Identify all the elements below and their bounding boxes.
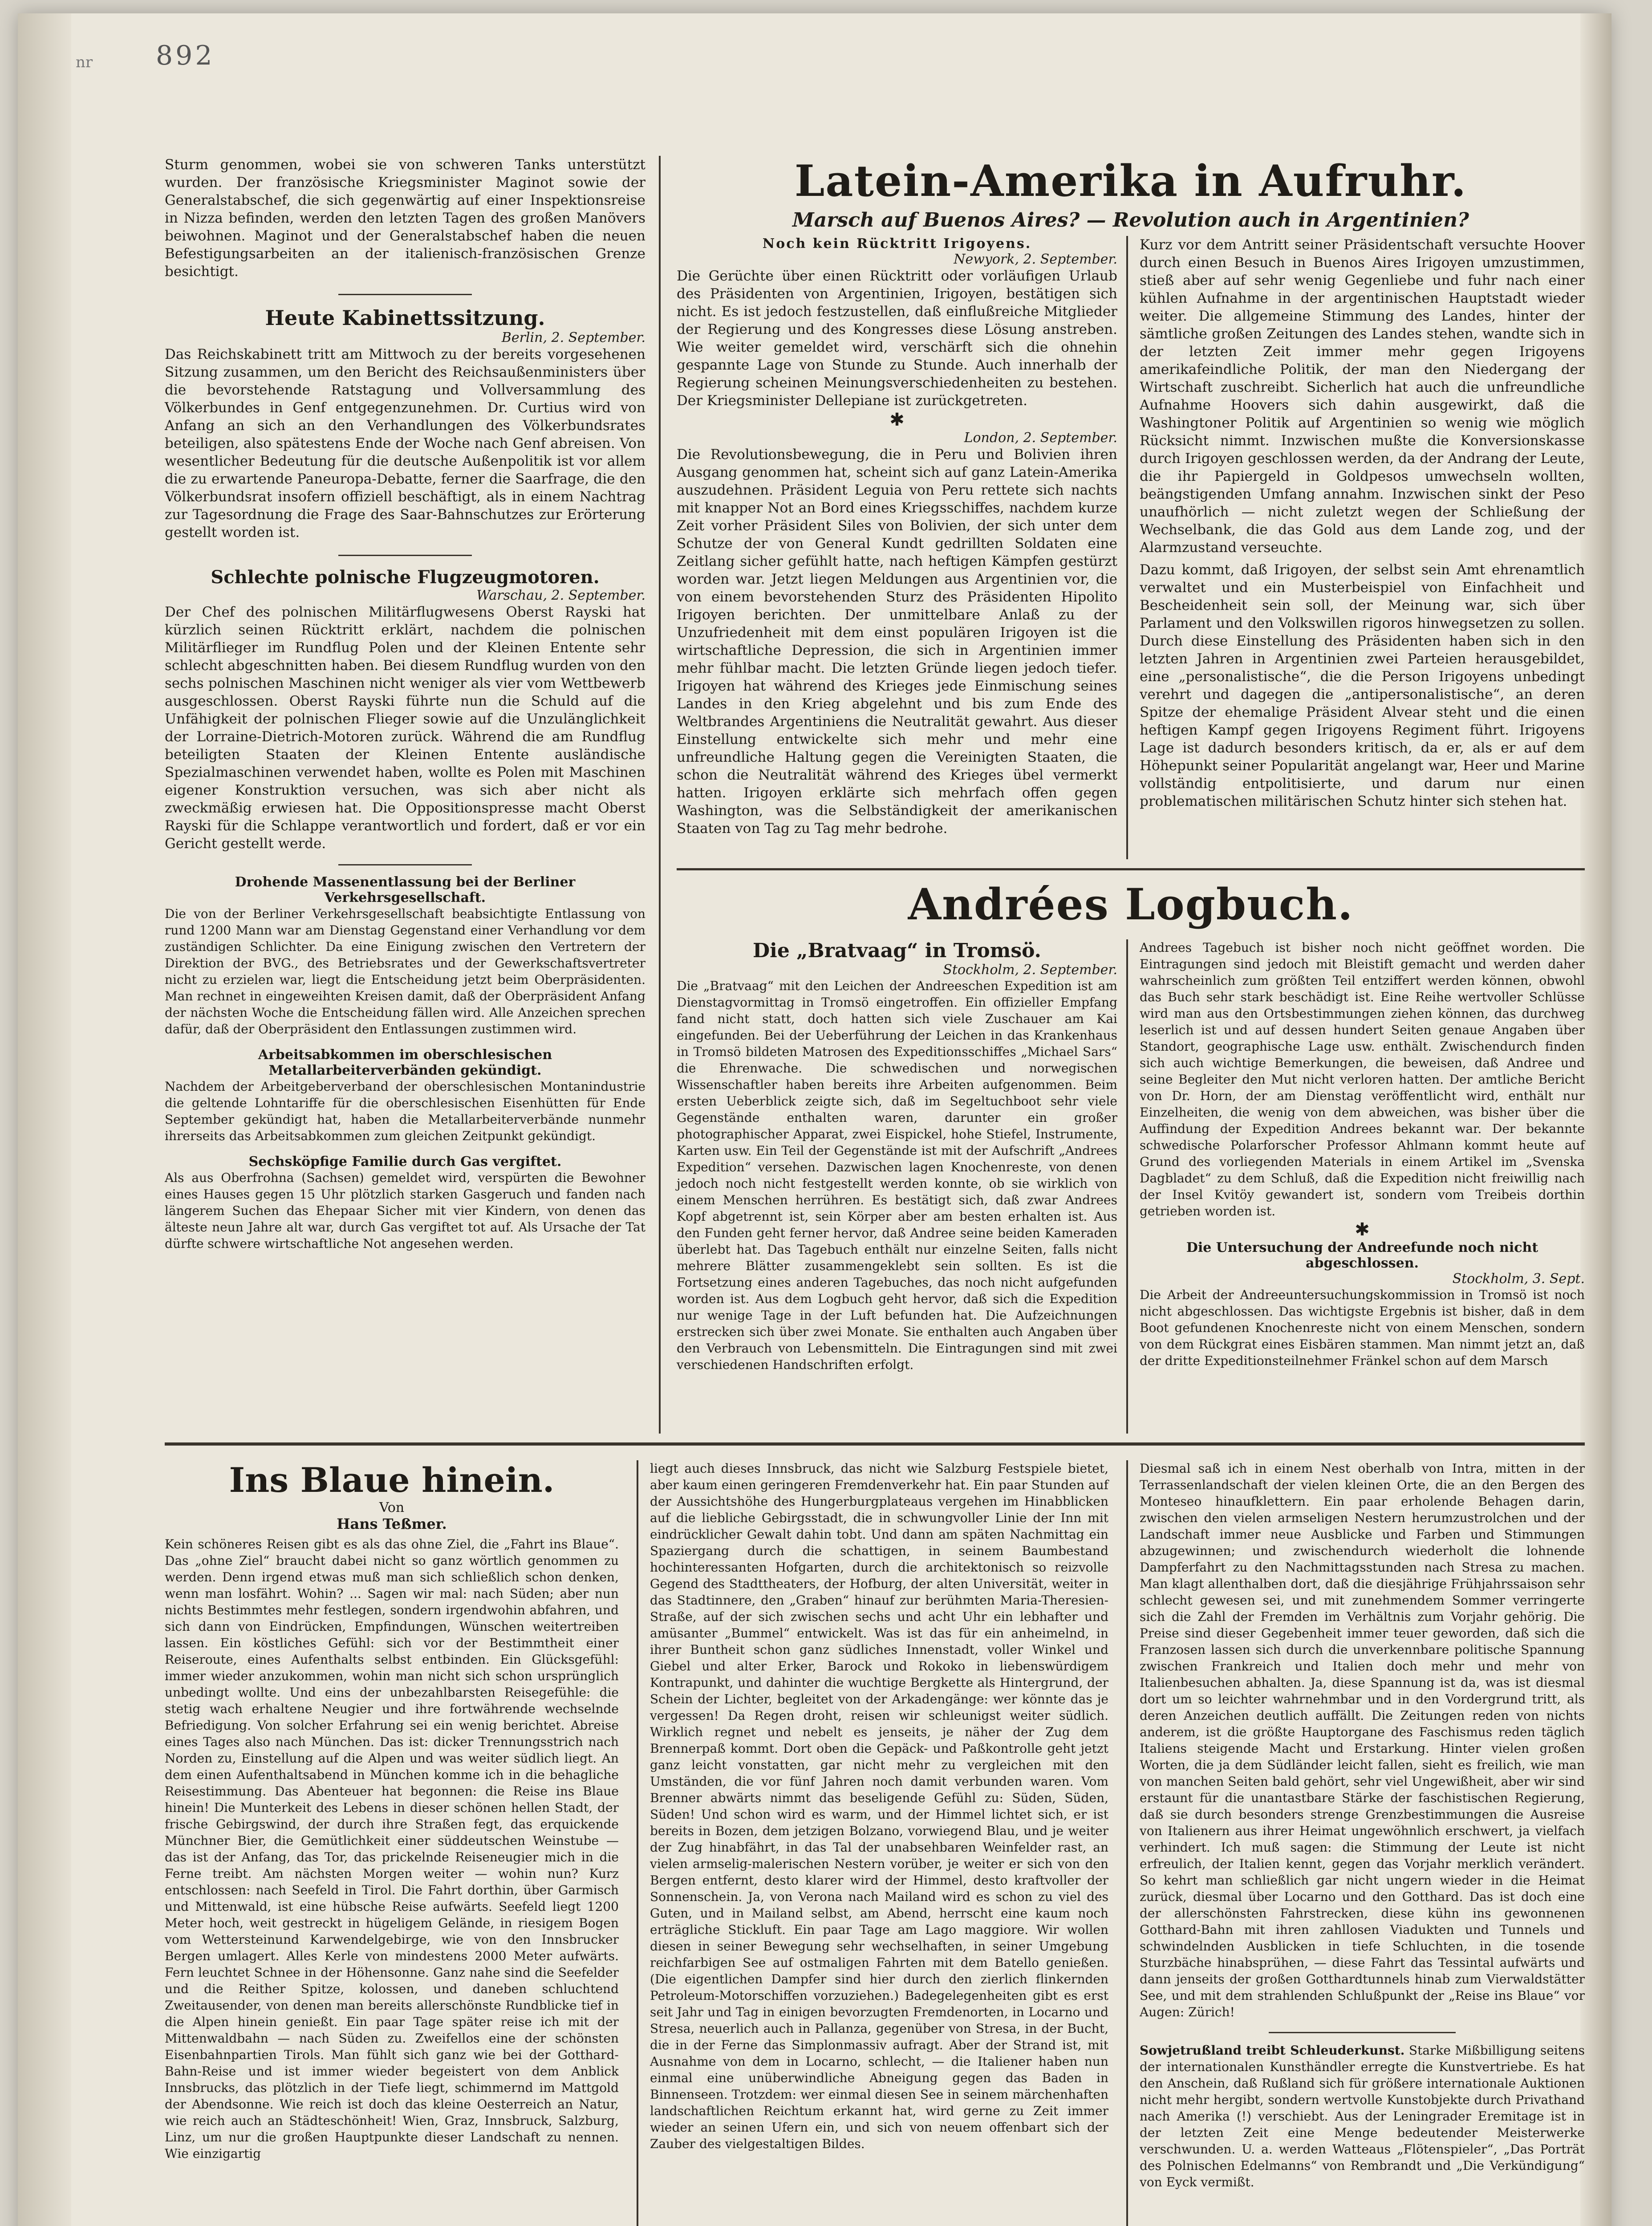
star-separator: ✱: [889, 410, 905, 430]
latam-kicker: Noch kein Rücktritt Irigoyens.: [762, 236, 1032, 252]
andree-headline: Andrées Logbuch.: [908, 879, 1354, 930]
intro-text: Sturm genommen, wobei sie von schweren Tanks unterstützt wurden. Der französische Kriegsminister Maginot sowie der Generalstabschef, die sich gegenwärtig auf einer Inspektionsreise in Nizza befinden, werden den letzten Tagen des großen Manövers beiwohnen. Maginot und der Generalstabschef haben die neuen Befestigungsarbeiten an der italienisch-französischen Grenze besichtigt.: [165, 157, 645, 280]
separator: [338, 864, 472, 865]
aviation-dateline: Warschau, 2. September.: [476, 588, 645, 603]
andree-text-ship: Die „Bratvaag“ mit den Leichen der Andreeschen Expedition ist am Dienstagvormittag in Tromsö eingetroffen. Ein offizieller Empfang fand nicht statt, doch hatten sich viele Zuschauer am Kai eingefunden. Bei der Ueberführung der Leichen in das Krankenhaus in Tromsö bildeten Matrosen des Expeditionsschiffes „Michael Sars“ die Ehrenwache. Die schwedischen und norwegischen Wissenschaftler haben bereits ihre Arbeiten aufgenommen. Beim ersten Ueberblick zeigte sich, daß im Segeltuchboot sehr viele Gegenstände enthalten waren, darunter ein großer photographischer Apparat, zwei Eispickel, hohe Stiefel, Instrumente, Karten usw. Ein Teil der Gegenstände ist mit der Aufschrift „Andrees Expedition“ versehen. Dazwischen lagen Knochenreste, von denen jedoch noch nicht festgestellt werden konnte, ob sie wirklich von einem Menschen herrühren. Es bestätigt sich, daß zwar Andrees Kopf abgetrennt ist, sein Körper aber am besten erhalten ist. Aus den Funden geht ferner hervor, daß Andree seine beiden Kameraden überlebt hat. Das Tagebuch enthält nur einzelne Seiten, falls nicht mehrere Blätter zusammengeklebt sein sollten. Es ist die Fortsetzung eines anderen Tagebuches, das noch nicht aufgefunden worden ist. Aus dem Logbuch geht hervor, daß sich die Expedition nur wenige Tage in der Luft befunden hat. Die Aufzeichnungen erstrecken sich über zwei Monate. Sie enthalten auch Angaben über den Verbrauch von Lebensmitteln. Die Eintragungen sind mit zwei verschiedenen Handschriften erfolgt.: [677, 979, 1117, 1372]
news-text-bvg: Die von der Berliner Verkehrsgesellschaft beabsichtigte Entlassung von rund 1200 Mann war am Dienstag Gegenstand einer Verhandlung vor dem zuständigen Schlichter. Da eine Einigung zwischen den Vertretern der Direktion der BVG., des Betriebsrates und der Gewerkschaftsvertreter nicht zu erzielen war, liegt die Entscheidung jetzt beim Oberpräsidenten. Man rechnet in eingeweihten Kreisen damit, daß der Oberpräsident Anfang der nächsten Woche die Entscheidung fällen wird. Alle Anzeichen sprechen dafür, daß der Oberpräsident den Entlassungen zustimmen wird.: [165, 906, 645, 1036]
feuilleton-divider: [165, 1442, 1585, 1446]
feuilleton-col-2: [650, 1460, 1108, 2152]
binding-edge: [18, 13, 71, 2226]
latam-text-ny: Die Gerüchte über einen Rücktritt oder vorläufigen Urlaub des Präsidenten von Argentinien, Irigoyen, bestätigen sich nicht. Es ist jedoch festzustellen, daß einflußreiche Mitglieder der Regierung und des Kongresses diese Lösung anstreben. Wie weiter gemeldet wird, verschärft sich die ohnehin gespannte Lage von Stunde zu Stunde. Auch innerhalb der Regierung scheinen Meinungsverschiedenheiten zu bestehen. Der Kriegsminister Dellepiane ist zurückgetreten.: [677, 268, 1117, 409]
news-headline-bvg: Drohende Massenentlassung bei der Berliner Verkehrsgesellschaft.: [235, 874, 576, 906]
latam-dateline-ny: Newyork, 2. September.: [954, 252, 1117, 267]
news-headline-gas: Sechsköpfige Familie durch Gas vergiftet.: [248, 1154, 562, 1170]
latam-text-irigoyen: Dazu kommt, daß Irigoyen, der selbst sein Amt ehrenamtlich verwaltet und ein Musterbeispiel von Einfachheit und Bescheidenheit sein soll, der Meinung war, sich über Parlament und den Volkswillen rigoros hinwegsetzen zu sollen. Durch diese Einstellung des Präsidenten haben sich in den letzten Jahren in Argentinien zwei Parteien herausgebildet, eine „personalistische“, die die Person Irigoyens unbedingt verehrt und dagegen die „antipersonalistische“, an deren Spitze der ehemalige Präsident Alvear steht und die einen heftigen Kampf gegen Irigoyens Regiment führt. Irigoyens Lage ist dadurch besonders kritisch, da er, als er auf dem Höhepunkt seiner Popularität angelangt war, Heer und Marine vollständig entpolitisierte, und darum nur einen problematischen militärischen Schutz hinter sich stehen hat.: [1140, 562, 1585, 809]
column-rule: [659, 156, 661, 1434]
latam-col-a: [677, 236, 1117, 837]
feuilleton-col-1: [165, 1460, 619, 2162]
column-rule: [1126, 939, 1128, 1434]
andree-headline-2: Die Untersuchung der Andreefunde noch nicht abgeschlossen.: [1186, 1240, 1538, 1271]
cabinet-headline: Heute Kabinettssitzung.: [265, 306, 545, 330]
andree-text-diary: Andrees Tagebuch ist bisher noch nicht geöffnet worden. Die Eintragungen sind jedoch mit Bleistift gemacht und werden daher wahrscheinlich zum größten Teil entziffert werden können, obwohl das Buch sehr stark beschädigt ist. Eine Reihe wertvoller Schlüsse wird man aus den Ortsbestimmungen ziehen können, das durchweg leserlich ist und auf dessen hundert Seiten genaue Angaben über Standort, geographische Lage usw. enthält. Zwischendurch finden sich auch wichtige Bemerkungen, die beweisen, daß Andree und seine Begleiter den Mut nicht verloren hatten. Der amtliche Bericht von Dr. Horn, der am Dienstag veröffentlicht wird, enthält nur Einzelheiten, die wenig von dem abweichen, was bisher über die Auffindung der Expedition Andrees bekannt war. Der bekannte schwedische Polarforscher Professor Ahlmann kommt heute auf Grund des vorliegenden Materials in einem Artikel im „Svenska Dagbladet“ zu dem Schluß, daß die Expedition nicht freiwillig nach der Insel Kvitöy gewandert ist, sondern vom Treibeis dorthin getrieben worden ist.: [1140, 940, 1585, 1219]
feuilleton-headline: Ins Blaue hinein.: [229, 1460, 555, 1500]
section-divider: [677, 868, 1585, 870]
andree-subheadline: Die „Bratvaag“ in Tromsö.: [753, 939, 1041, 962]
notice-block: [1140, 2042, 1585, 2190]
news-text-metal: Nachdem der Arbeitgeberverband der oberschlesischen Montanindustrie die geltende Lohntariffe für die oberschlesischen Eisenhütten für Ende September gekündigt hat, haben die Metallarbeiterverbände nunmehr ihrerseits das Arbeitsabkommen zum gleichen Zeitpunkt gekündigt.: [165, 1079, 645, 1143]
latam-text-hoover: Kurz vor dem Antritt seiner Präsidentschaft versuchte Hoover durch einen Besuch in Buenos Aires Irigoyen umzustimmen, stieß aber auf sehr wenig Gegenliebe und fuhr nach einer kühlen Aufnahme in der argentinischen Hauptstadt wieder weiter. Die allgemeine Stimmung des Landes, hinter der sämtliche großen Zeitungen des Landes stehen, wandte sich in der letzten Zeit immer mehr gegen Irigoyens amerikafeindliche Politik, der man den Niedergang der Wirtschaft zuschreibt. Sicherlich hat auch die unfreundliche Aufnahme Hoovers sich dahin ausgewirkt, daß die Washingtoner Politik auf Argentinien so wenig wie möglich Rücksicht nimmt. Inzwischen mußte die Konversionskasse durch Irigoyen geschlossen werden, da der Andrang der Leute, die ihr Papiergeld in Goldpesos umwechseln wollten, beängstigenden Umfang annahm. Inzwischen sinkt der Peso unaufhörlich — nicht zuletzt wegen der Schließung der Wechselbank, die das Gold aus dem Lande zog, und der Alarmzustand verseuchte.: [1140, 237, 1585, 556]
page-number: 892: [156, 40, 215, 71]
column-rule: [1126, 1460, 1128, 2226]
latam-dateline-london: London, 2. September.: [964, 430, 1117, 446]
separator: [338, 555, 472, 556]
left-column: [165, 156, 645, 1252]
andree-dateline-2: Stockholm, 3. Sept.: [1452, 1271, 1585, 1287]
separator: [1269, 2032, 1456, 2033]
latam-headline: Latein-Amerika in Aufruhr.: [794, 156, 1467, 206]
page-edge-shadow: [1580, 13, 1611, 2226]
andree-col-a: [677, 939, 1117, 1373]
andree-dateline: Stockholm, 2. September.: [943, 962, 1117, 978]
news-headline-metal: Arbeitsabkommen im oberschlesischen Metallarbeiterverbänden gekündigt.: [258, 1047, 552, 1078]
latam-subheadline: Marsch auf Buenos Aires? — Revolution auch in Argentinien?: [792, 209, 1469, 232]
byline-author: Hans Teßmer.: [337, 1515, 447, 1532]
notice-text: Starke Mißbilligung seitens der internationalen Kunsthändler erregte die Kunstvertriebe. Es hat den Anschein, daß Rußland sich für größere internationale Auktionen nicht mehr hergibt, sondern wertvolle Kunstobjekte durch Privathand nach Amerika (!) verschiebt. Aus der Leningrader Eremitage ist in der letzten Zeit eine Menge bedeutender Meisterwerke verschwunden. U. a. werden Watteaus „Flötenspieler“, „Das Porträt des Polnischen Edelmanns“ von Rembrandt und „Die Verkündigung“ von Eyck vermißt.: [1140, 2043, 1585, 2189]
feuilleton-col-3: [1140, 1460, 1585, 2190]
aviation-headline: Schlechte polnische Flugzeugmotoren.: [211, 567, 600, 588]
feuilleton-text-1: Kein schöneres Reisen gibt es als das ohne Ziel, die „Fahrt ins Blaue“. Das „ohne Ziel“ braucht dabei nicht so ganz wörtlich genommen zu werden. Denn irgend etwas muß man sich schließlich schon denken, wenn man losfährt. Wohin? ... Sagen wir mal: nach Süden; aber nun nichts Bestimmtes mehr festlegen, sondern irgendwohin abfahren, und sich dann von Eindrücken, Empfindungen, Wünschen weitertreiben lassen. Ein köstliches Gefühl: sich vor der Bestimmtheit einer Reiseroute, eines Aufenthalts selbst entbinden. Ein Glücksgefühl: immer wieder anzukommen, wohin man nicht sich schon ursprünglich unbedingt wollte. Und eins der unbezahlbarsten Reisegefühle: die stetig wach erhaltene Neugier und ihre fortwährende wechselnde Befriedigung. Von solcher Erfahrung sei ein wenig berichtet. Abreise eines Tages also nach München. Das ist: dicker Trennungsstrich nach Norden zu, Einstellung auf die Alpen und was weiter südlich liegt. An dem einen Aufenthaltsabend in München komme ich in die behagliche Reisestimmung. Das Abenteuer hat begonnen: die Reise ins Blaue hinein! Die Munterkeit des Lebens in dieser schönen hellen Stadt, der frische Gebirgswind, der durch ihre Straßen fegt, das erquickende Münchner Bier, die Gemütlichkeit einer süddeutschen Weinstube — das ist der Anfang, das Tor, das prickelnde Reiseneugier mich in die Ferne treibt. Am nächsten Morgen weiter — wohin nun? Kurz entschlossen: nach Seefeld in Tirol. Die Fahrt dorthin, über Garmisch und Mittenwald, ist eine hübsche Reise aufwärts. Seefeld liegt 1200 Meter hoch, weit gestreckt in hügeligem Gelände, in riesigem Bogen vom Wettersteinund Karwendelgebirge, wie von den Innsbrucker Bergen umlagert. Alles Kerle von mindestens 2000 Meter aufwärts. Fern leuchtet Schnee in der Höhensonne. Ganz nahe sind die Seefelder und die Reither Spitze, kolossen, und daneben schluchtend Zweitausender, von denen man bereits allerschönste Rundblicke tief in die Alpen hinein genießt. Ein paar Tage später reise ich mit der Mittenwaldbahn — nach Süden zu. Zweifellos eine der schönsten Eisenbahnpartien Tirols. Man fühlt sich ganz wie bei der Gotthard-Bahn-Reise und ist immer wieder begeistert von dem Anblick Innsbrucks, das plötzlich in der Tiefe liegt, schimmernd im Mattgold der Abendsonne. Wie reich ist doch das kleine Oesterreich an Natur, wie reich auch an Städteschönheit! Wien, Graz, Innsbruck, Salzburg, Linz, um nur die großen Hauptpunkte dieser Landschaft zu nennen. Wie einzigartig: [165, 1537, 619, 2161]
news-text-gas: Als aus Oberfrohna (Sachsen) gemeldet wird, verspürten die Bewohner eines Hauses gegen 15 Uhr plötzlich starken Gasgeruch und fanden nach längerem Suchen das Ehepaar Sicher mit vier Kindern, von denen das älteste neun Jahre alt war, durch Gas vergiftet tot auf. Als Ursache der Tat dürfte schwere wirtschaftliche Not angesehen werden.: [165, 1170, 645, 1251]
cabinet-dateline: Berlin, 2. September.: [501, 330, 645, 345]
byline-von: Von: [379, 1500, 405, 1515]
margin-marks: nr: [76, 53, 93, 71]
andree-article: [677, 879, 1585, 930]
aviation-text: Der Chef des polnischen Militärflugwesens Oberst Rayski hat kürzlich seinen Rücktritt erklärt, nachdem die polnischen Militärflieger im Rundflug Polen und der Kleinen Entente sehr schlecht abgeschnitten haben. Bei diesem Rundflug wurden von den sechs polnischen Maschinen nicht weniger als vier vom Wettbewerb ausgeschlossen. Oberst Rayski führte nun die Schuld auf die Unfähigkeit der polnischen Flieger sowie auf die Unzulänglichkeit der Lorraine-Dietrich-Motoren zurück. Während die am Rundflug beteiligten Staaten der Kleinen Entente ausländische Spezialmaschinen verwendet haben, wollte es Polen mit Maschinen eigener Konstruktion versuchen, was sich aber nicht als zweckmäßig erwiesen hat. Die Oppositionspresse macht Oberst Rayski für die Schlappe verantwortlich und fordert, daß er vor ein Gericht gestellt werde.: [165, 604, 645, 852]
latam-col-b: [1140, 236, 1585, 810]
feuilleton-text-2: liegt auch dieses Innsbruck, das nicht wie Salzburg Festspiele bietet, aber kaum einen geringeren Fremdenverkehr hat. Ein paar Stunden auf der Aussichtshöhe des Hungerburgplateaus vergehen im Hinabblicken auf die liebliche Gebirgsstadt, die in schwungvoller Linie der Inn mit eindrücklicher Gewalt dahin tobt. Und dann am späten Nachmittag ein Spaziergang durch die schattigen, in seinem Baumbestand hochinteressanten Hofgarten, durch die architektonisch so reizvolle Gegend des Stadttheaters, der Hofburg, der alten Universität, weiter in das Stadtinnere, den „Graben“ hinauf zur berühmten Maria-Theresien-Straße, auf der sich zwischen sechs und acht Uhr ein lebhafter und amüsanter „Bummel“ entwickelt. Was ist das für ein anheimelnd, in ihrer Buntheit schon ganz südliches Innenstadt, voller Winkel und Giebel und alter Erker, Barock und Rokoko in liebenswürdigem Kontrapunkt, und dahinter die wuchtige Bergkette als Hintergrund, der Schein der Lichter, begleitet von der Arkadengänge: wer könnte das je vergessen! Da Regen droht, reisen wir schleunigst weiter südlich. Wirklich regnet und nebelt es jenseits, je näher der Zug dem Brennerpaß kommt. Dort oben die Gepäck- und Paßkontrolle geht jetzt ganz leicht vonstatten, gar nicht mehr zu vergleichen mit den Umständen, die vor fünf Jahren noch damit verbunden waren. Vom Brenner abwärts nimmt das beseligende Gefühl zu: Süden, Süden, Süden! Und schon wird es warm, und der Himmel lichtet sich, er ist bereits in Bozen, dem jetzigen Bolzano, vorwiegend Blau, und je weiter der Zug hinabfährt, in das Tal der unabsehbaren Weinfelder rast, an vielen armselig-malerischen Nestern vorüber, je weiter er sich von den Bergen entfernt, desto klarer wird der Himmel, desto kraftvoller der Sonnenschein. Ja, von Verona nach Mailand wird es schon zu viel des Guten, und in Mailand selbst, am Abend, herrscht eine kaum noch erträgliche Stickluft. Ein paar Tage am Lago maggiore. Wir wollen diesen in seiner Bewegung sehr wechselhaften, in seiner Umgebung reichfarbigen See auf ostmaligen Fahrten mit dem Batello genießen. (Die eigentlichen Dampfer sind hier durch den zierlich flinkernden Petroleum-Motorschiffen vorzuziehen.) Badegelegenheiten gibt es erst seit Jahr und Tag in einigen bevorzugten Fremdenorten, in Locarno und Stresa, neuerlich auch in Pallanza, gegenüber von Stresa, in der Bucht, die in der Ferne das Simplonmassiv aufragt. Aber der Strand ist, mit Ausnahme von dem in Locarno, schlecht, — die Italiener haben nun einmal eine unüberwindliche Abneigung gegen das Baden in Binnenseen. Trotzdem: wer einmal diesen See in seinem märchenhaften landschaftlichen Reichtum erkannt hat, wird gerne zu Zeit immer wieder an seinen Ufern ein, und sich von neuem offenbart sich der Zauber des vielgestaltigen Bildes.: [650, 1461, 1108, 2151]
latam-article: [677, 156, 1585, 232]
cabinet-text: Das Reichskabinett tritt am Mittwoch zu der bereits vorgesehenen Sitzung zusammen, um den Bericht des Reichsaußenministers über die bevorstehende Ratstagung und Vollversammlung des Völkerbundes in Genf entgegenzunehmen. Dr. Curtius wird von Anfang an sich an den Verhandlungen des Völkerbundsrates beteiligen, also spätestens Ende der Woche nach Genf abreisen. Von wesentlicher Bedeutung für die deutsche Außenpolitik ist vor allem die zu erwartende Paneuropa-Debatte, ferner die Saarfrage, die den Völkerbundsrat insofern offiziell beschäftigt, als in einem Nachtrag zur Tagesordnung die Frage des Saar-Bahnschutzes zur Erörterung gestellt worden ist.: [165, 346, 645, 540]
separator: [338, 294, 472, 295]
star-separator: ✱: [1355, 1219, 1370, 1240]
feuilleton-text-3: Diesmal saß ich in einem Nest oberhalb von Intra, mitten in der Terrassenlandschaft der vielen kleinen Orte, die an den Bergen des Monteseo hinaufklettern. Ein paar erholende Behagen darin, zwischen den vielen armseligen Nestern herumzustrolchen und der Landschaft immer neue Ausblicke und Farben und Stimmungen abzugewinnen; und zwischendurch wiederholt die lohnende Dampferfahrt zu den Nachmittagsstunden nach Stresa zu machen. Man klagt allenthalben dort, daß die diesjährige Frühjahrssaison sehr schlecht gewesen sei, und mit zunehmendem Sommer verringerte sich die Zahl der Fremden im Verhältnis zum Vorjahr gehörig. Die Preise sind dieser Gegebenheit immer teuer geworden, daß sich die Franzosen lassen sich durch die unverkennbare politische Spannung zwischen Frankreich und Italien doch mehr und mehr von Italienbesuchen abhalten. Ja, diese Spannung ist da, was ist diesmal dort um so leichter wahrnehmbar und in den Vordergrund tritt, als deren Anzeichen deutlich auffällt. Die Zeitungen reden von nichts anderem, ist die größte Hauptorgane des Faschismus reden täglich Italiens steigende Macht und Erstarkung. Hinter vielen großen Worten, die ja dem Südländer leicht fallen, sieht es freilich, wie man von manchen Seiten bald gehört, sehr viel Ungewißheit, aber wir sind erstaunt für die unantastbare Stärke der faschistischen Regierung, daß sie durch besonders strenge Grenzbestimmungen die Ausreise von Italienern aus ihrer Heimat ungewöhnlich erschwert, ja vielfach verhindert. Ich muß sagen: die Stimmung der Leute ist nicht erfreulich, der Italien kennt, gegen das Vorjahr merklich verändert. So kehrt man schließlich gar nicht ungern wieder in die Heimat zurück, diesmal über Locarno und den Gotthard. Das ist doch eine der allerschönsten Fahrstrecken, diese kühn ins gewonnenen Gotthard-Bahn mit ihren zahllosen Viadukten und Tunnels und schwindelnden Ausblicken in tiefe Schluchten, in die tosende Sturzbäche hinabsprühen, — diese Fahrt das Tessintal aufwärts und dann jenseits der großen Gotthardtunnels hinab zum Vierwaldstätter See, und mit dem strahlenden Schlußpunkt der „Reise ins Blaue“ vor Augen: Zürich!: [1140, 1461, 1585, 2019]
column-rule: [1126, 236, 1128, 859]
latam-text-london: Die Revolutionsbewegung, die in Peru und Bolivien ihren Ausgang genommen hat, scheint sich auf ganz Latein-Amerika auszudehnen. Präsident Leguia von Peru rettete sich nachts mit knapper Not an Bord eines Kriegsschiffes, nachdem kurze Zeit vorher Präsident Siles von Bolivien, der sich unter dem Schutze der von General Kundt gedrillten Soldaten eine Zeitlang sicher gefühlt hatte, nach heftigen Kämpfen gestürzt worden war. Jetzt liegen Meldungen aus Argentinien vor, die von einem bevorstehenden Sturz des Präsidenten Hipolito Irigoyen berichten. Der unmittelbare Anlaß zu der Unzufriedenheit mit dem einst populären Irigoyen ist die wirtschaftliche Depression, die sich in Argentinien immer mehr fühlbar macht. Die letzten Gründe liegen jedoch tiefer. Irigoyen hat während des Krieges jede Einmischung seines Landes in den Krieg abgelehnt und bis zum Ende des Weltbrandes Argentiniens die Neutralität gewahrt. Aus dieser Einstellung entwickelte sich mehr und mehr eine unfreundliche Haltung gegen die Vereinigten Staaten, die schon die Neutralität während des Krieges übel vermerkt hatten. Irigoyen erklärte sich mehrfach offen gegen Washington, was die Selbständigkeit der amerikanischen Staaten von Tag zu Tag mehr bedrohe.: [677, 447, 1117, 837]
column-rule: [637, 1460, 638, 2226]
notice-headline: Sowjetrußland treibt Schleuderkunst.: [1140, 2043, 1405, 2058]
newspaper-page: [18, 13, 1611, 2226]
andree-text-commission: Die Arbeit der Andreeuntersuchungskommission in Tromsö ist noch nicht abgeschlossen. Das wichtigste Ergebnis ist bisher, daß in dem Boot gefundenen Knochenreste nicht von einem Menschen, sondern von dem Rückgrat eines Eisbären stammen. Man nimmt jetzt an, daß der dritte Expeditionsteilnehmer Fränkel schon auf dem Marsch: [1140, 1288, 1585, 1368]
andree-col-b: [1140, 939, 1585, 1369]
